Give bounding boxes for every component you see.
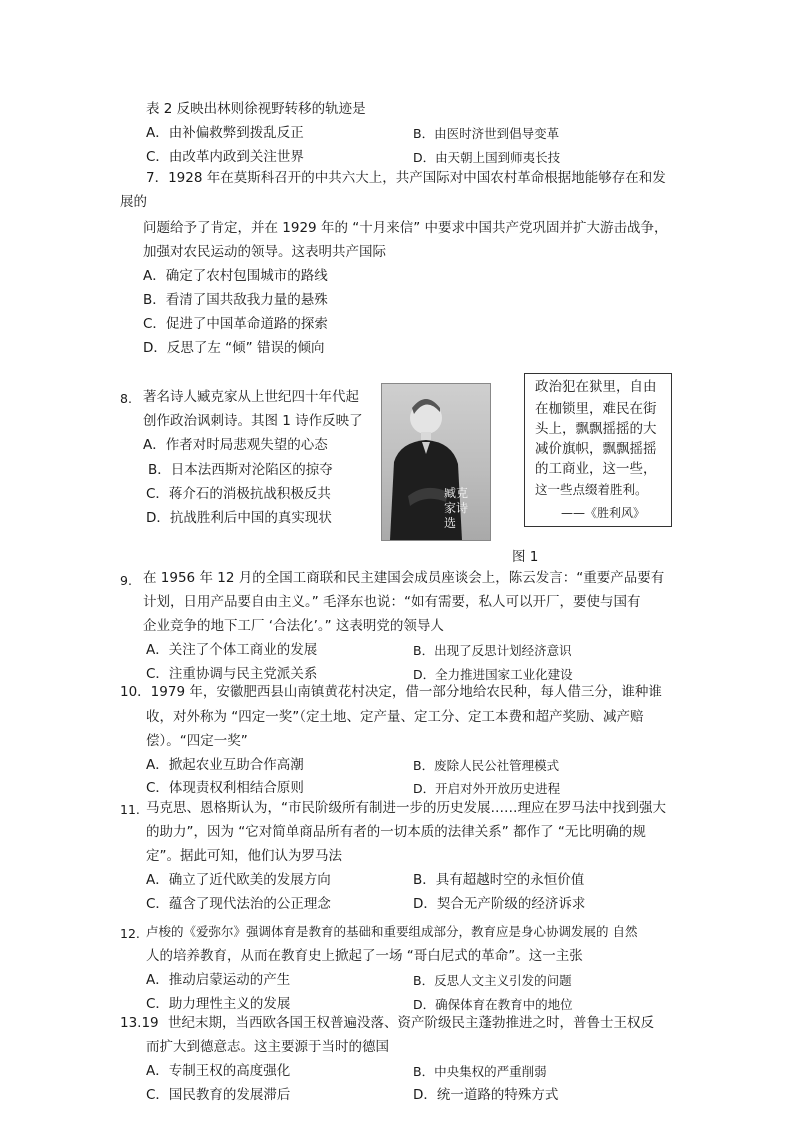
q10-option-c: C．体现责权利相结合原则 <box>146 780 304 796</box>
q13-number: 13.19 <box>120 1015 159 1031</box>
q10-option-b: B．废除人民公社管理模式 <box>413 758 560 773</box>
q12-stem-line-2: 人的培养教育，从而在教育史上掀起了一场 “哥白尼式的革命”。这一主张 <box>146 948 583 964</box>
q7-stem-line-1: 7．1928 年在莫斯科召开的中共六大上，共产国际对中国农村革命根据地能够存在和发 <box>146 170 666 186</box>
q6-option-c: C．由改革内政到关注世界 <box>146 149 304 165</box>
q9-stem-line-2: 计划，日用产品要自由主义。” 毛泽东也说：“如有需要，私人可以开厂，要使与国有 <box>143 594 641 610</box>
poem-line-2: 在枷锁里，难民在街 <box>535 401 657 417</box>
poem-line-5: 的工商业，这一些， <box>535 461 657 477</box>
q7-stem-line-3: 问题给予了肯定，并在 1929 年的 “十月来信” 中要求中国共产党巩固并扩大游击战争， <box>143 220 668 236</box>
q11-stem-line-2: 的助力”，因为 “它对简单商品所有者的一切本质的法律关系” 都作了 “无比明确的规 <box>146 824 646 840</box>
q9-number: 9. <box>120 573 132 588</box>
q9-stem-line-3: 企业竞争的地下工厂 ‘合法化’。” 这表明党的领导人 <box>143 618 444 634</box>
poem-line-1: 政治犯在狱里，自由 <box>535 379 657 395</box>
q11-stem-line-3: 定”。据此可知，他们认为罗马法 <box>146 848 342 864</box>
q12-option-d: D．确保体育在教育中的地位 <box>413 997 573 1012</box>
q12-number: 12. <box>120 926 140 941</box>
q8-option-a: A．作者对时局悲观失望的心态 <box>143 437 328 453</box>
poem-box <box>524 373 672 527</box>
q13-option-d: D．统一道路的特殊方式 <box>413 1087 559 1103</box>
q9-option-a: A．关注了个体工商业的发展 <box>146 642 318 658</box>
poem-source: ——《胜利风》 <box>561 506 646 520</box>
poem-line-6: 这一些点缀着胜利。 <box>535 482 648 497</box>
q7-stem-line-2: 展的 <box>120 194 147 210</box>
q8-option-b: B．日本法西斯对沦陷区的掠夺 <box>148 462 333 478</box>
q11-option-a: A．确立了近代欧美的发展方向 <box>146 872 331 888</box>
q10-stem-line-3: 偿）。“四定一奖” <box>146 733 248 749</box>
q9-stem-line-1: 在 1956 年 12 月的全国工商联和民主建国会成员座谈会上，陈云发言：“重要产品要有 <box>143 570 665 586</box>
q7-option-a: A．确定了农村包围城市的路线 <box>143 268 328 284</box>
q9-option-b: B．出现了反思计划经济意识 <box>413 643 572 658</box>
q7-option-b: B．看清了国共敌我力量的悬殊 <box>143 292 328 308</box>
q12-option-a: A．推动启蒙运动的产生 <box>146 972 291 988</box>
q12-option-b: B．反思人文主义引发的问题 <box>413 973 572 988</box>
photo-caption-calligraphy: 臧克家诗选 <box>444 486 469 530</box>
q8-option-c: C．蒋介石的消极抗战积极反共 <box>146 486 331 502</box>
q6-option-d: D．由天朝上国到师夷长技 <box>413 150 561 165</box>
q9-option-c: C．注重协调与民主党派关系 <box>146 666 318 682</box>
poet-portrait-photo <box>381 383 491 541</box>
figure-label: 图 1 <box>512 549 539 565</box>
q7-option-c: C．促进了中国革命道路的探索 <box>143 316 328 332</box>
q11-option-d: D．契合无产阶级的经济诉求 <box>413 896 586 912</box>
q8-stem-line-2: 创作政治讽刺诗。其图 1 诗作反映了 <box>143 413 363 429</box>
q9-option-d: D．全力推进国家工业化建设 <box>413 667 573 682</box>
q8-option-d: D．抗战胜利后中国的真实现状 <box>146 510 332 526</box>
poem-line-3: 头上，飘飘摇摇的大 <box>535 421 657 437</box>
q10-option-d: D．开启对外开放历史进程 <box>413 781 561 796</box>
q12-option-c: C．助力理性主义的发展 <box>146 996 291 1012</box>
q7-option-d: D．反思了左 “倾” 错误的倾向 <box>143 340 325 356</box>
q13-option-c: C．国民教育的发展滞后 <box>146 1087 291 1103</box>
q13-stem-line-2: 而扩大到德意志。这主要源于当时的德国 <box>146 1039 389 1055</box>
q8-number: 8. <box>120 391 132 406</box>
q13-option-a: A．专制王权的高度强化 <box>146 1063 291 1079</box>
q10-stem-line-1: 10．1979 年，安徽肥西县山南镇黄花村决定，借一部分地给农民种，每人借三分，谁种谁 <box>120 684 662 700</box>
q6-option-b: B．由医时济世到倡导变革 <box>413 126 560 141</box>
q8-stem-line-1: 著名诗人臧克家从上世纪四十年代起 <box>143 389 359 405</box>
q12-stem-line-1: 卢梭的《爱弥尔》强调体育是教育的基础和重要组成部分，教育应是身心协调发展的 自然 <box>146 924 638 939</box>
q10-stem-line-2: 收，对外称为 “四定一奖”（定土地、定产量、定工分、定工本费和超产奖励、减产赔 <box>146 709 644 725</box>
poem-line-4: 减价旗帜，飘飘摇摇 <box>535 441 657 457</box>
q6-stem: 表 2 反映出林则徐视野转移的轨迹是 <box>146 101 366 117</box>
q11-option-c: C．蕴含了现代法治的公正理念 <box>146 896 331 912</box>
q10-option-a: A．掀起农业互助合作高潮 <box>146 757 304 773</box>
q13-stem-line-1: 世纪末期，当西欧各国王权普遍没落、资产阶级民主蓬勃推进之时，普鲁士王权反 <box>168 1015 654 1031</box>
q11-option-b: B．具有超越时空的永恒价值 <box>413 872 585 888</box>
q6-option-a: A．由补偏救弊到拨乱反正 <box>146 125 304 141</box>
q11-number: 11. <box>120 802 140 817</box>
q13-option-b: B．中央集权的严重削弱 <box>413 1064 547 1079</box>
q7-stem-line-4: 加强对农民运动的领导。这表明共产国际 <box>143 244 386 260</box>
q11-stem-line-1: 马克思、恩格斯认为，“市民阶级所有制进一步的历史发展……理应在罗马法中找到强大 <box>146 800 666 816</box>
